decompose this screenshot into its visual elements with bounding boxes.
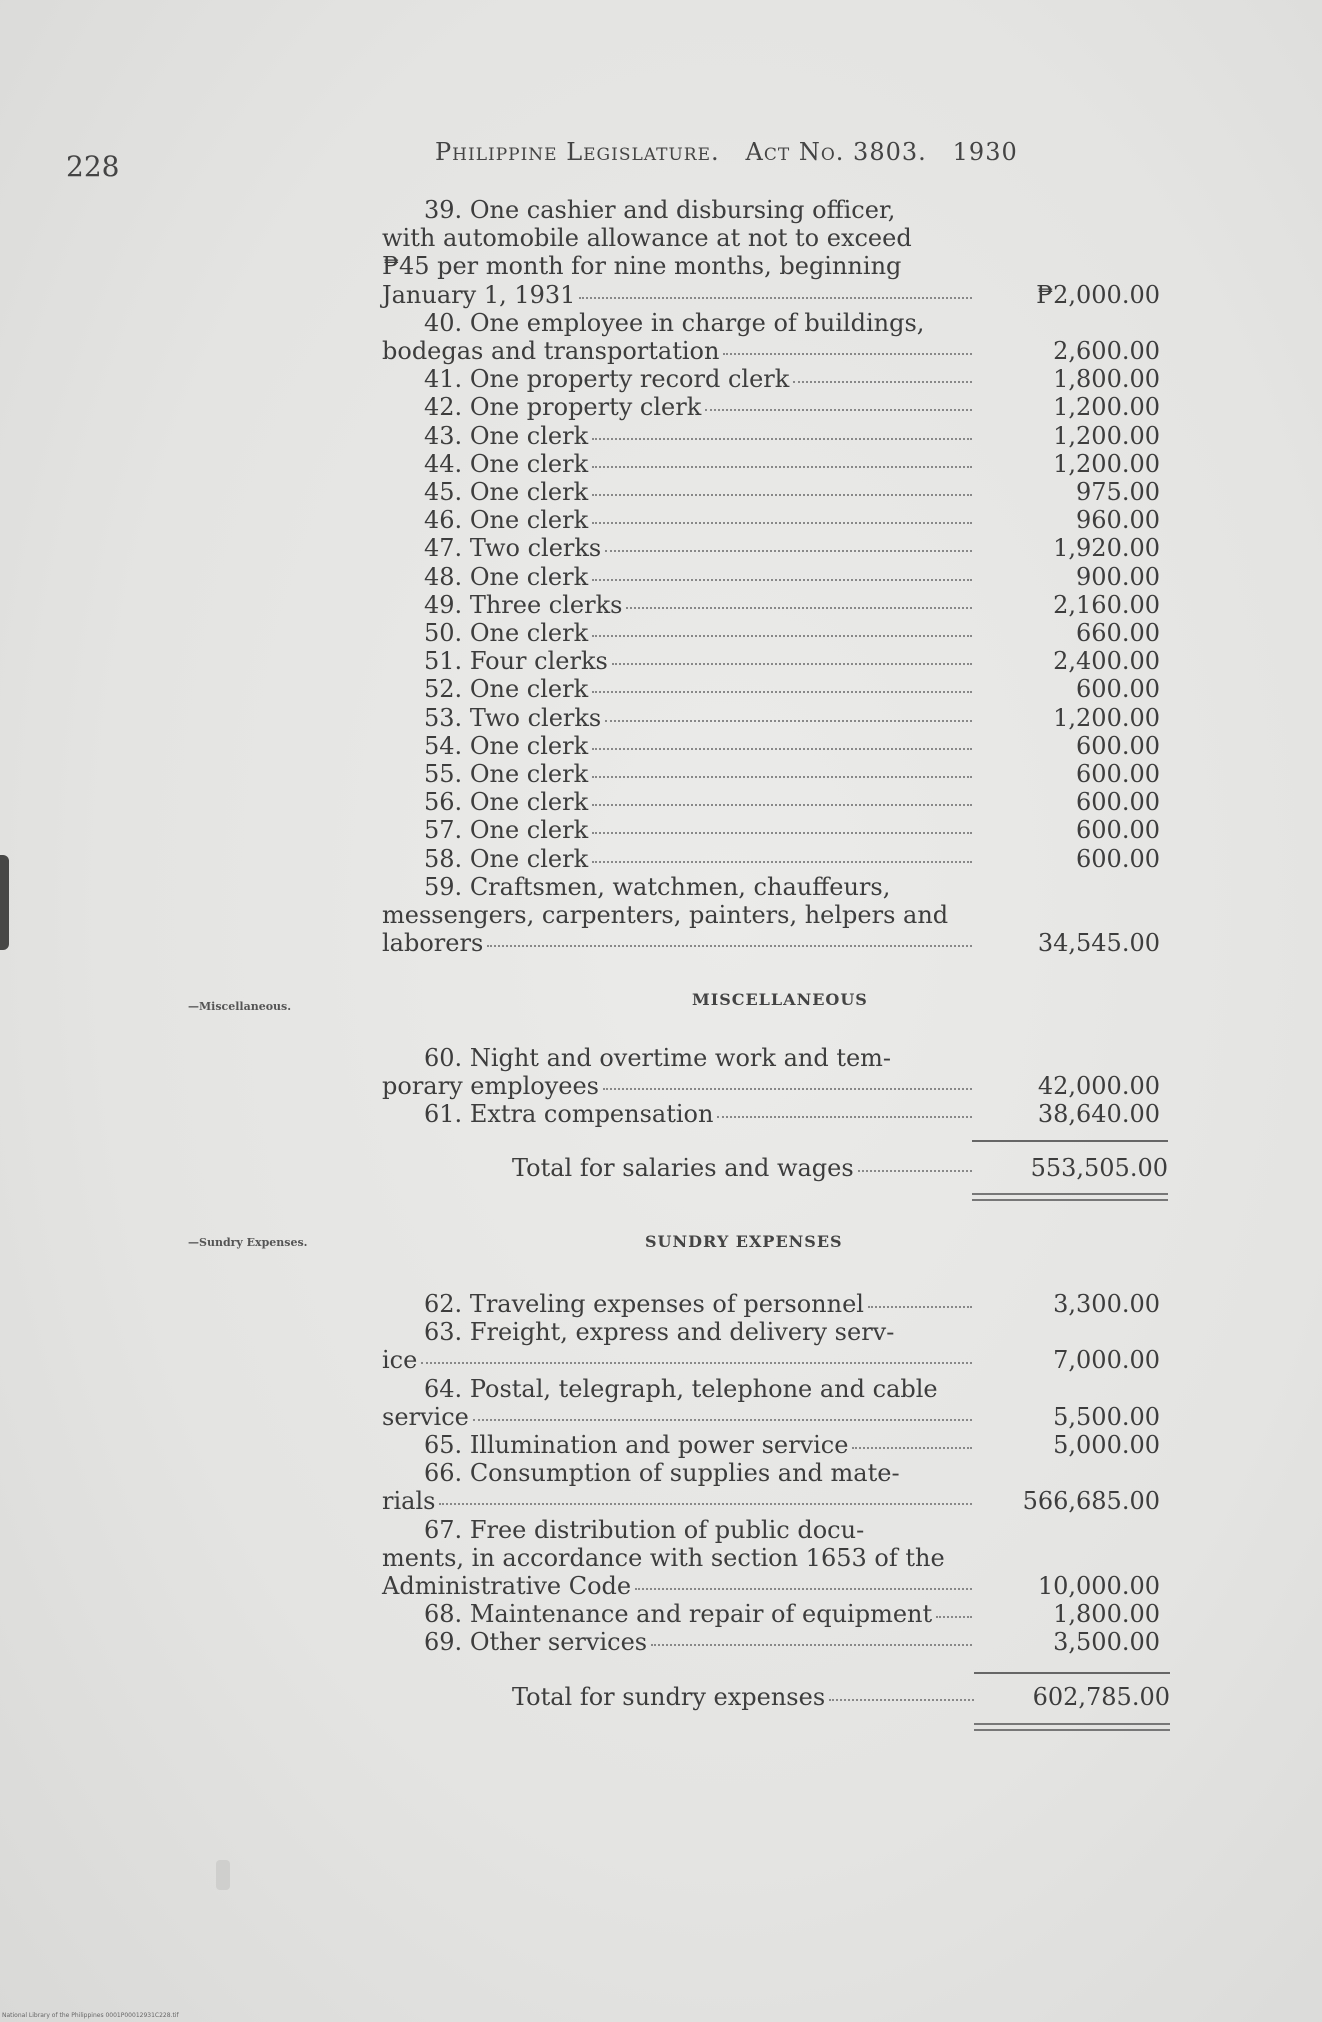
total-salaries-amount: 553,505.00 xyxy=(1030,1154,1168,1182)
item-line xyxy=(424,1318,972,1346)
item-amount: 5,500.00 xyxy=(1053,1402,1160,1431)
item-number: 53. xyxy=(424,703,463,732)
total-salaries-label: Total for salaries and wages xyxy=(512,1154,854,1182)
item-line xyxy=(424,563,972,591)
item-amount: 3,500.00 xyxy=(1053,1628,1160,1657)
item-line xyxy=(424,1600,972,1628)
item-line xyxy=(424,1516,972,1544)
item-text: One clerk xyxy=(469,731,589,760)
leader-dots xyxy=(592,478,972,496)
item-text: One clerk xyxy=(469,844,589,873)
page-number: 228 xyxy=(66,150,120,183)
item-line xyxy=(382,1072,972,1100)
item-number: 62. xyxy=(424,1290,463,1318)
leader-dots xyxy=(592,563,972,581)
heading-miscellaneous: MISCELLANEOUS xyxy=(692,990,868,1009)
item-amount: 600.00 xyxy=(1076,675,1160,704)
item-amount: ₱2,000.00 xyxy=(1036,280,1160,309)
item-text: Four clerks xyxy=(469,647,608,676)
item-line xyxy=(424,873,972,901)
item-line xyxy=(382,1487,972,1515)
item-amount: 2,400.00 xyxy=(1053,647,1160,676)
item-amount: 566,685.00 xyxy=(1022,1487,1160,1516)
item-line xyxy=(424,1044,972,1072)
item-text: One clerk xyxy=(469,675,589,704)
item-line xyxy=(424,816,972,844)
item-amount: 3,300.00 xyxy=(1053,1290,1160,1318)
item-line xyxy=(424,422,972,450)
leader-dots xyxy=(626,591,972,609)
item-line xyxy=(424,647,972,675)
item-number: 46. xyxy=(424,506,463,535)
leader-dots xyxy=(852,1431,972,1449)
item-text: service xyxy=(382,1402,469,1431)
item-number: 48. xyxy=(424,562,463,591)
item-text: ₱45 per month for nine months, beginning xyxy=(382,252,902,281)
item-line xyxy=(424,478,972,506)
item-number: 65. xyxy=(424,1431,463,1459)
item-number: 58. xyxy=(424,844,463,873)
item-text: Consumption of supplies and mate- xyxy=(469,1459,900,1488)
item-text: Free distribution of public docu- xyxy=(469,1515,865,1544)
item-text: One cashier and disbursing officer, xyxy=(469,196,896,224)
item-amount: 10,000.00 xyxy=(1037,1572,1160,1600)
item-number: 57. xyxy=(424,816,463,845)
item-number: 50. xyxy=(424,619,463,647)
item-amount: 975.00 xyxy=(1076,478,1160,506)
leader-dots xyxy=(592,619,972,637)
item-amount: 1,800.00 xyxy=(1053,1600,1160,1629)
leader-dots xyxy=(605,704,972,722)
item-text: One clerk xyxy=(469,816,589,845)
item-line xyxy=(424,450,972,478)
item-number: 39. xyxy=(424,196,463,224)
item-text: porary employees xyxy=(382,1072,599,1101)
leader-dots xyxy=(473,1403,972,1421)
item-text: One clerk xyxy=(469,619,589,647)
item-line xyxy=(382,1544,972,1572)
item-text: laborers xyxy=(382,929,484,958)
item-number: 55. xyxy=(424,760,463,788)
item-line xyxy=(424,196,972,224)
item-line xyxy=(424,309,972,337)
item-number: 66. xyxy=(424,1459,463,1488)
act-year: 1930 xyxy=(952,138,1018,166)
item-number: 63. xyxy=(424,1318,463,1347)
item-line xyxy=(424,760,972,788)
item-line xyxy=(382,1346,972,1374)
item-amount: 600.00 xyxy=(1076,844,1160,873)
leader-dots xyxy=(936,1600,972,1618)
item-line xyxy=(382,1572,972,1600)
item-line xyxy=(382,929,972,957)
leader-dots xyxy=(592,788,972,806)
item-amount: 1,200.00 xyxy=(1053,421,1160,450)
item-line xyxy=(424,506,972,534)
margin-note-miscellaneous: —Miscellaneous. xyxy=(188,1000,292,1013)
item-number: 42. xyxy=(424,393,463,422)
item-line xyxy=(424,704,972,732)
item-line xyxy=(424,365,972,393)
item-text: One clerk xyxy=(469,421,589,450)
item-text: Other services xyxy=(469,1628,648,1657)
item-amount: 5,000.00 xyxy=(1053,1431,1160,1459)
item-text: bodegas and transportation xyxy=(382,337,720,365)
item-line xyxy=(424,845,972,873)
item-line xyxy=(424,1459,972,1487)
item-text: Craftsmen, watchmen, chauffeurs, xyxy=(469,872,891,901)
leader-dots xyxy=(705,393,972,411)
item-number: 68. xyxy=(424,1600,463,1629)
leader-dots xyxy=(592,422,972,440)
item-text: One clerk xyxy=(469,478,589,506)
item-line xyxy=(382,224,972,252)
item-number: 59. xyxy=(424,872,463,901)
item-text: Maintenance and repair of equipment xyxy=(469,1600,933,1629)
legislature-title: Philippine Legislature. xyxy=(435,138,720,166)
item-number: 43. xyxy=(424,421,463,450)
item-amount: 1,200.00 xyxy=(1053,703,1160,732)
item-text: rials xyxy=(382,1487,436,1516)
total-sundry-label: Total for sundry expenses xyxy=(512,1683,826,1711)
item-amount: 600.00 xyxy=(1076,788,1160,817)
item-amount: 2,160.00 xyxy=(1053,590,1160,619)
leader-dots xyxy=(592,506,972,524)
item-number: 51. xyxy=(424,647,463,676)
item-amount: 1,920.00 xyxy=(1053,534,1160,563)
item-line xyxy=(424,675,972,703)
item-amount: 34,545.00 xyxy=(1037,929,1160,958)
item-amount: 600.00 xyxy=(1076,760,1160,788)
item-text: Night and overtime work and tem- xyxy=(469,1044,892,1072)
item-text: One employee in charge of buildings, xyxy=(469,308,925,337)
leader-dots xyxy=(439,1487,972,1505)
item-amount: 600.00 xyxy=(1076,816,1160,845)
leader-dots xyxy=(717,1100,972,1118)
item-text: One property clerk xyxy=(469,393,702,422)
item-text: Illumination and power service xyxy=(469,1431,849,1459)
leader-dots xyxy=(421,1346,972,1364)
item-line xyxy=(424,732,972,760)
item-number: 67. xyxy=(424,1515,463,1544)
item-line xyxy=(382,337,972,365)
item-amount: 7,000.00 xyxy=(1053,1346,1160,1375)
item-line xyxy=(382,901,972,929)
item-line xyxy=(424,1431,972,1459)
item-amount: 2,600.00 xyxy=(1053,337,1160,365)
item-number: 47. xyxy=(424,534,463,563)
item-text: One clerk xyxy=(469,562,589,591)
item-line xyxy=(424,1290,972,1318)
item-text: ice xyxy=(382,1346,418,1375)
item-number: 56. xyxy=(424,788,463,817)
item-amount: 1,200.00 xyxy=(1053,393,1160,422)
item-amount: 1,800.00 xyxy=(1053,365,1160,394)
leader-dots xyxy=(612,647,972,665)
item-text: with automobile allowance at not to exceed xyxy=(382,224,912,253)
item-line xyxy=(424,591,972,619)
item-text: January 1, 1931 xyxy=(382,280,576,309)
heading-sundry-expenses: SUNDRY EXPENSES xyxy=(645,1232,843,1251)
item-text: Extra compensation xyxy=(469,1100,714,1129)
item-amount: 42,000.00 xyxy=(1037,1072,1160,1101)
leader-dots xyxy=(793,365,972,383)
item-line xyxy=(424,1100,972,1128)
item-amount: 600.00 xyxy=(1076,731,1160,760)
leader-dots xyxy=(579,281,972,299)
item-text: Two clerks xyxy=(469,703,602,732)
item-number: 60. xyxy=(424,1044,463,1072)
item-amount: 660.00 xyxy=(1076,619,1160,647)
item-text: Traveling expenses of personnel xyxy=(469,1290,864,1318)
item-number: 45. xyxy=(424,478,463,506)
leader-dots xyxy=(592,816,972,834)
item-number: 40. xyxy=(424,308,463,337)
item-text: One clerk xyxy=(469,449,589,478)
item-text: Three clerks xyxy=(469,590,623,619)
leader-dots xyxy=(868,1290,972,1308)
item-text: Two clerks xyxy=(469,534,602,563)
item-number: 44. xyxy=(424,449,463,478)
scan-footer-tag: National Library of the Philippines 0001P00012931C228.tif xyxy=(2,2012,179,2019)
item-line xyxy=(424,1375,972,1403)
leader-dots xyxy=(723,337,972,355)
act-label: Act No. xyxy=(745,138,845,166)
leader-dots xyxy=(651,1628,972,1646)
item-line xyxy=(424,788,972,816)
act-number: 3803. xyxy=(853,138,927,166)
leader-dots xyxy=(592,760,972,778)
item-number: 49. xyxy=(424,590,463,619)
leader-dots xyxy=(635,1572,972,1590)
leader-dots xyxy=(592,732,972,750)
item-number: 61. xyxy=(424,1100,463,1129)
item-line xyxy=(424,534,972,562)
item-line xyxy=(424,619,972,647)
leader-dots xyxy=(605,534,972,552)
item-text: One property record clerk xyxy=(469,365,790,394)
item-amount: 960.00 xyxy=(1076,506,1160,535)
item-text: messengers, carpenters, painters, helpers and xyxy=(382,901,949,929)
item-number: 52. xyxy=(424,675,463,704)
item-text: ments, in accordance with section 1653 of the xyxy=(382,1543,945,1572)
item-number: 69. xyxy=(424,1628,463,1657)
item-amount: 1,200.00 xyxy=(1053,449,1160,478)
item-number: 64. xyxy=(424,1374,463,1403)
item-line xyxy=(424,393,972,421)
item-text: Postal, telegraph, telephone and cable xyxy=(469,1374,938,1403)
total-sundry-amount: 602,785.00 xyxy=(1032,1683,1170,1711)
item-text: One clerk xyxy=(469,760,589,788)
margin-note-sundry-expenses: —Sundry Expenses. xyxy=(188,1236,308,1249)
item-text: Administrative Code xyxy=(382,1572,632,1600)
item-text: Freight, express and delivery serv- xyxy=(469,1318,895,1347)
item-text: One clerk xyxy=(469,788,589,817)
item-line xyxy=(424,1628,972,1656)
item-line xyxy=(382,1403,972,1431)
item-amount: 38,640.00 xyxy=(1037,1100,1160,1129)
leader-dots xyxy=(592,450,972,468)
item-number: 54. xyxy=(424,731,463,760)
item-amount: 900.00 xyxy=(1076,562,1160,591)
item-number: 41. xyxy=(424,365,463,394)
leader-dots xyxy=(603,1072,972,1090)
item-line xyxy=(382,252,972,280)
item-text: One clerk xyxy=(469,506,589,535)
leader-dots xyxy=(487,929,972,947)
leader-dots xyxy=(592,675,972,693)
leader-dots xyxy=(592,845,972,863)
item-line xyxy=(382,281,972,309)
